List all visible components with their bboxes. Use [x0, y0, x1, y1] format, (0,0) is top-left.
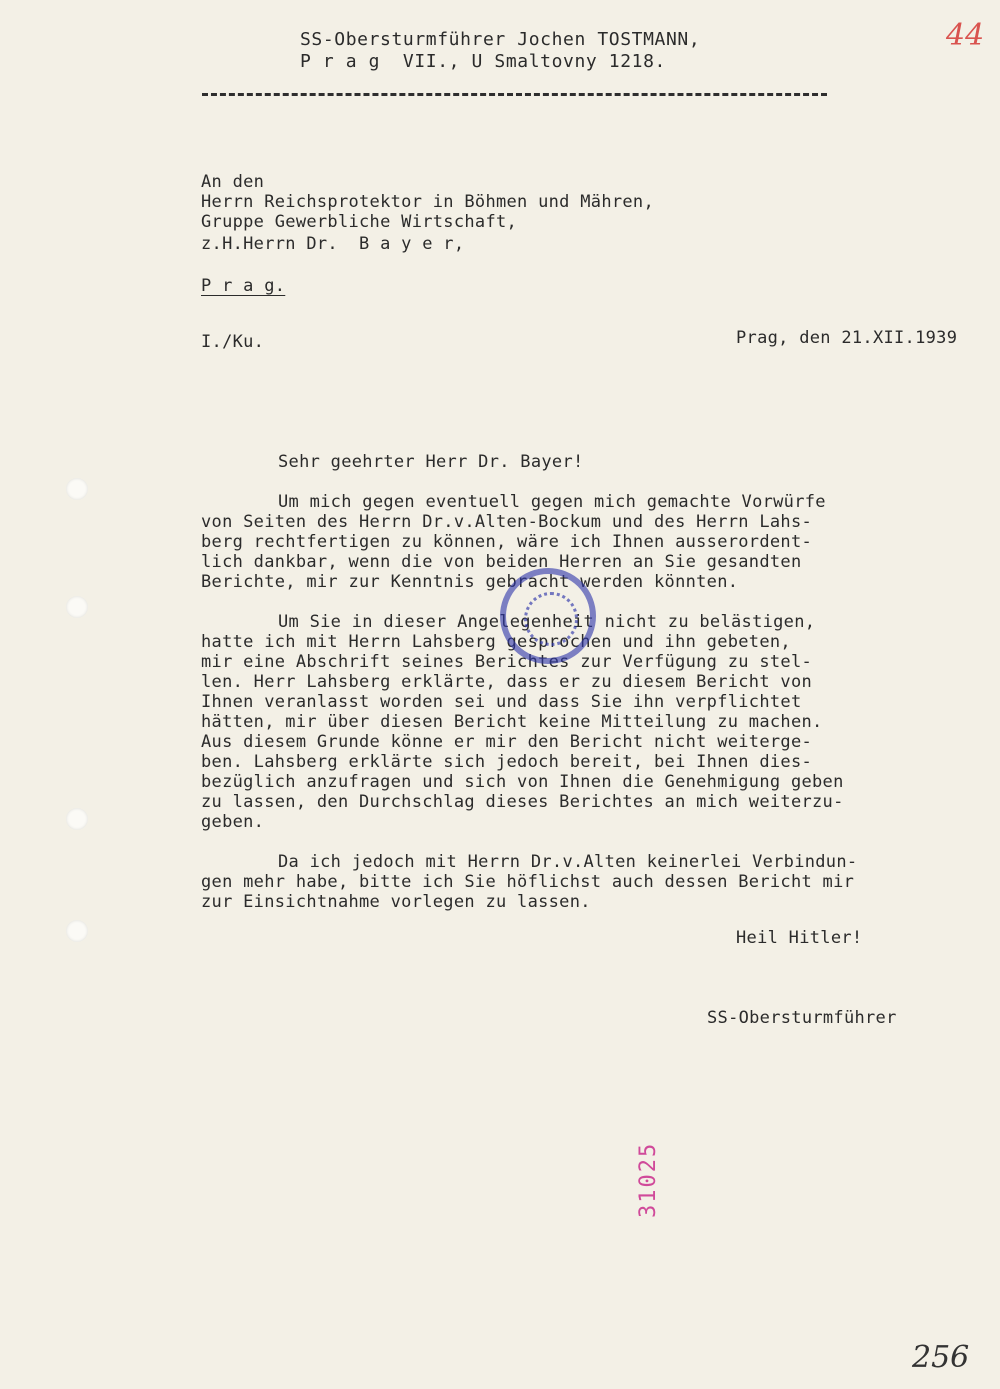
sender-address: P r a g VII., U Smaltovny 1218.	[300, 51, 666, 72]
body-line: hätten, mir über diesen Bericht keine Mitteilung zu machen.	[201, 712, 823, 732]
punch-hole	[66, 478, 88, 500]
address-line: Herrn Reichsprotektor in Böhmen und Mähren,	[201, 192, 654, 212]
sender-name: SS-Obersturmführer Jochen TOSTMANN,	[300, 29, 701, 50]
header-divider	[202, 93, 827, 96]
body-line: Um Sie in dieser Angelegenheit nicht zu belästigen,	[278, 612, 816, 632]
address-line: z.H.Herrn Dr. B a y e r,	[201, 234, 465, 254]
body-line: berg rechtfertigen zu können, wäre ich Ihnen ausserordent-	[201, 532, 813, 552]
body-line: mir eine Abschrift seines Berichtes zur Verfügung zu stel-	[201, 652, 813, 672]
archive-number-stamp: 31025	[636, 1141, 661, 1218]
body-line: ben. Lahsberg erklärte sich jedoch bereit, bei Ihnen dies-	[201, 752, 813, 772]
signature-title: SS-Obersturmführer	[707, 1008, 897, 1028]
folio-number-annotation: 44	[946, 18, 985, 53]
body-line: zur Einsichtnahme vorlegen zu lassen.	[201, 892, 591, 912]
address-line: Gruppe Gewerbliche Wirtschaft,	[201, 212, 518, 232]
body-line: zu lassen, den Durchschlag dieses Berichtes an mich weiterzu-	[201, 792, 844, 812]
body-line: Um mich gegen eventuell gegen mich gemachte Vorwürfe	[278, 492, 826, 512]
body-line: gen mehr habe, bitte ich Sie höflichst auch dessen Bericht mir	[201, 872, 855, 892]
stamp-inner-ring	[524, 592, 578, 646]
body-line: Da ich jedoch mit Herrn Dr.v.Alten keinerlei Verbindun-	[278, 852, 858, 872]
salutation: Sehr geehrter Herr Dr. Bayer!	[278, 452, 584, 472]
blue-round-stamp	[500, 568, 596, 664]
body-line: hatte ich mit Herrn Lahsberg gesprochen und ihn gebeten,	[201, 632, 791, 652]
address-city: P r a g.	[201, 276, 286, 296]
punch-hole	[66, 920, 88, 942]
body-line: bezüglich anzufragen und sich von Ihnen die Genehmigung geben	[201, 772, 844, 792]
body-line: Aus diesem Grunde könne er mir den Bericht nicht weiterge-	[201, 732, 813, 752]
body-line: Ihnen veranlasst worden sei und dass Sie ihn verpflichtet	[201, 692, 802, 712]
page-number-annotation: 256	[912, 1340, 970, 1375]
punch-hole	[66, 596, 88, 618]
body-line: lich dankbar, wenn die von beiden Herren an Sie gesandten	[201, 552, 802, 572]
punch-hole	[66, 808, 88, 830]
reference-code: I./Ku.	[201, 332, 265, 352]
body-line: von Seiten des Herrn Dr.v.Alten-Bockum und des Herrn Lahs-	[201, 512, 813, 532]
letter-date: Prag, den 21.XII.1939	[736, 328, 958, 348]
body-line: geben.	[201, 812, 265, 832]
closing: Heil Hitler!	[736, 928, 863, 948]
body-line: Berichte, mir zur Kenntnis gebracht werden könnten.	[201, 572, 739, 592]
address-line: An den	[201, 172, 265, 192]
body-line: len. Herr Lahsberg erklärte, dass er zu diesem Bericht von	[201, 672, 813, 692]
